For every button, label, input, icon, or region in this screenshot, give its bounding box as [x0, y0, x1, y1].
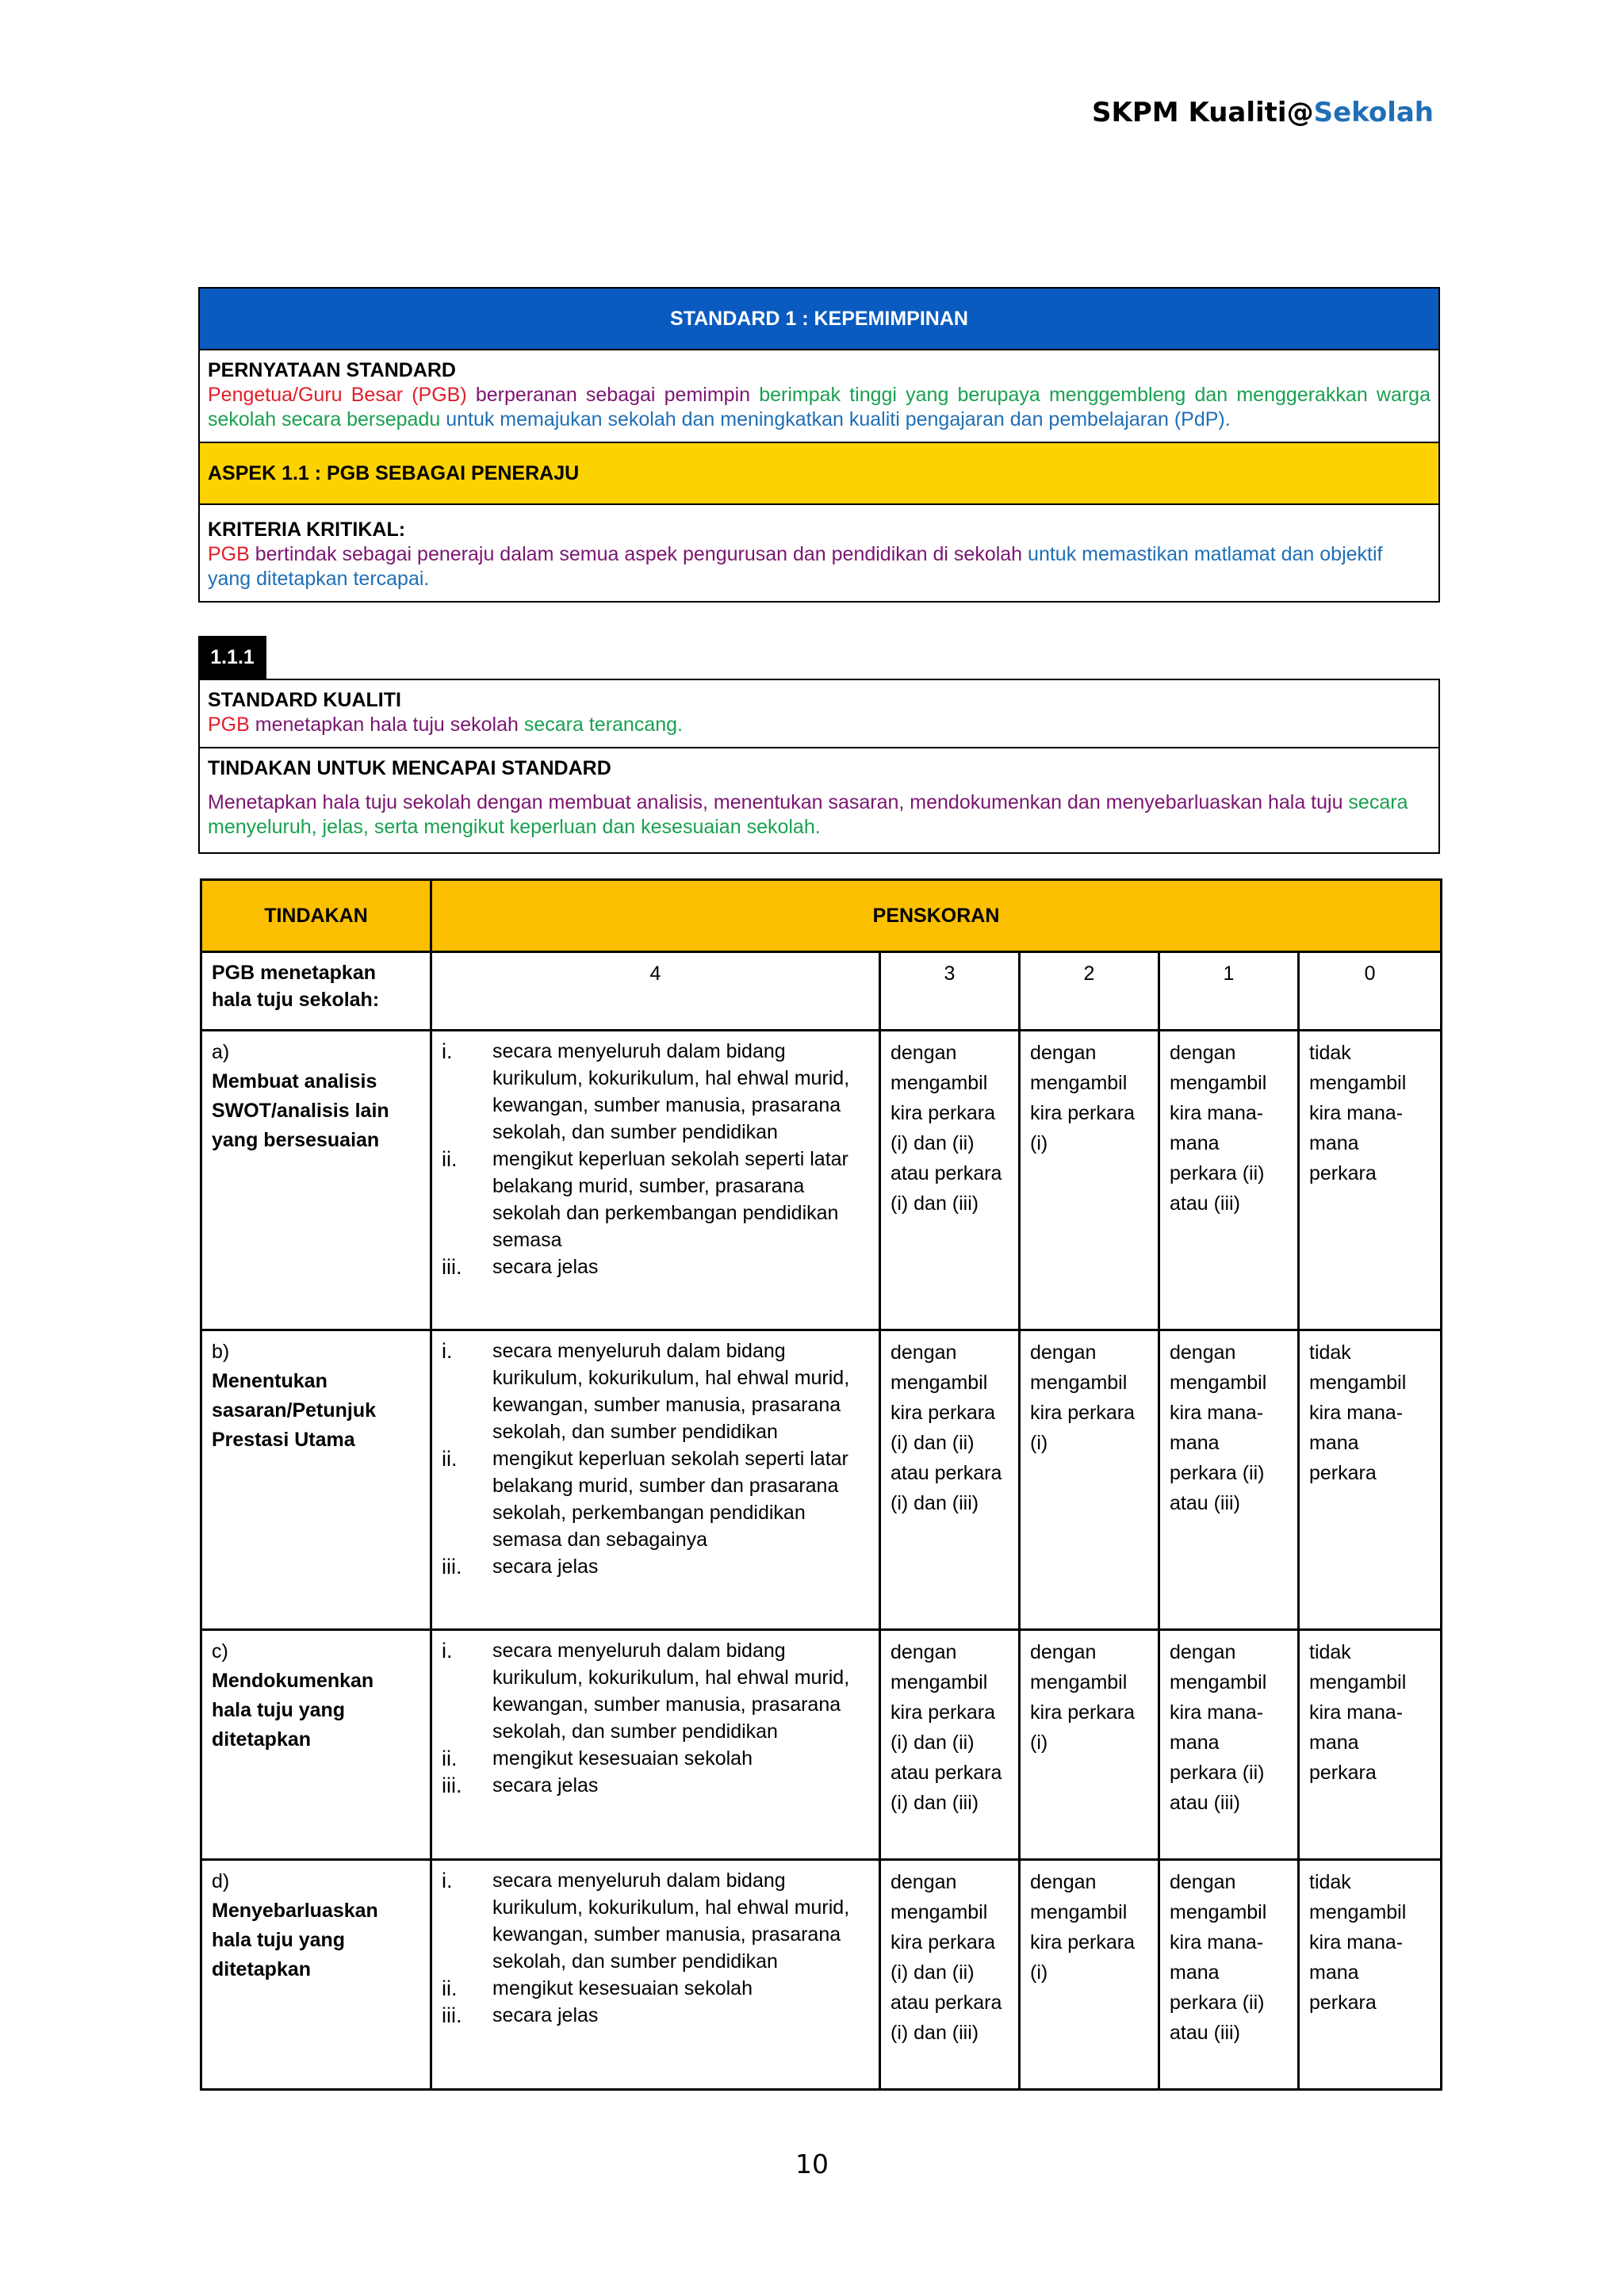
pernyataan-heading: PERNYATAAN STANDARD [208, 359, 456, 381]
standard-title: STANDARD 1 : KEPEMIMPINAN [200, 289, 1438, 350]
score-3-cell: dengan mengambil kira perkara (i) dan (ii) atau perkara (i) dan (iii) [880, 1330, 1020, 1630]
action-text: Menentukan sasaran/Petunjuk Prestasi Utama [212, 1370, 377, 1451]
score-1-cell: dengan mengambil kira mana-mana perkara (ii) atau (iii) [1159, 1330, 1299, 1630]
criteria-text: secara jelas [492, 1774, 599, 1797]
criteria-text: secara menyeluruh dalam bidang kurikulum, kokurikulum, hal ehwal murid, kewangan, sumber manusia, prasarana sekolah, dan sumber pendidikan [492, 1040, 850, 1143]
standard-box [198, 287, 1440, 603]
action-text: Mendokumenkan hala tuju yang ditetapkan [212, 1670, 374, 1751]
tm-seg2: secara menyeluruh, jelas, serta mengikut keperluan dan kesesuaian sekolah. [208, 791, 1408, 838]
pernyataan-seg3: berimpak tinggi yang berupaya menggembleng dan menggerakkan warga sekolah secara bersepadu [208, 384, 1431, 430]
table-row [201, 1031, 1442, 1330]
score-0-cell: tidak mengambil kira mana-mana perkara [1299, 1860, 1442, 2090]
criteria-num: iii. [442, 2003, 462, 2027]
action-letter: d) [212, 1870, 230, 1892]
brand-text-1: SKPM Kualiti@ [1092, 97, 1314, 128]
kriteria-section [200, 505, 1438, 601]
pernyataan-seg2: berperanan sebagai pemimpin [466, 384, 760, 406]
kriteria-heading: KRITERIA KRITIKAL: [208, 519, 406, 541]
criteria-text: secara menyeluruh dalam bidang kurikulum, kokurikulum, hal ehwal murid, kewangan, sumber manusia, prasarana sekolah, dan sumber pendidikan [492, 1340, 850, 1443]
action-cell [201, 1031, 431, 1330]
tindakan-mencapai-text [208, 790, 1431, 840]
criteria-num: i. [442, 1039, 453, 1063]
score-0-cell: tidak mengambil kira mana-mana perkara [1299, 1330, 1442, 1630]
page-number: 10 [795, 2149, 829, 2179]
kriteria-seg2: bertindak sebagai peneraju dalam semua aspek pengurusan dan pendidikan di sekolah [249, 543, 1023, 565]
criteria-num: i. [442, 1869, 453, 1892]
score-1-cell: dengan mengambil kira mana-mana perkara (ii) atau (iii) [1159, 1860, 1299, 2090]
criteria-text: mengikut keperluan sekolah seperti latar belakang murid, sumber, prasarana sekolah dan perkembangan pendidikan semasa [492, 1148, 848, 1251]
sk-seg2: menetapkan hala tuju sekolah [249, 714, 519, 736]
action-text: Menyebarluaskan hala tuju yang ditetapkan [212, 1900, 378, 1980]
criteria-text: mengikut keperluan sekolah seperti latar belakang murid, sumber dan prasarana sekolah, perkembangan pendidikan semasa dan sebagainya [492, 1448, 848, 1551]
score-3: 3 [880, 952, 1020, 1031]
criteria-num: i. [442, 1639, 453, 1663]
criteria-num: ii. [442, 1976, 458, 2000]
kriteria-seg1: PGB [208, 543, 250, 565]
sk-seg3: secara terancang. [518, 714, 683, 736]
criteria-num: iii. [442, 1255, 462, 1279]
criteria-text: secara jelas [492, 2004, 599, 2026]
col-header-tindakan: TINDAKAN [201, 880, 431, 952]
action-letter: b) [212, 1341, 230, 1363]
score-1-cell: dengan mengambil kira mana-mana perkara (ii) atau (iii) [1159, 1630, 1299, 1860]
number-tab: 1.1.1 [198, 636, 266, 679]
kriteria-text [208, 542, 1431, 591]
criteria-text: mengikut kesesuaian sekolah [492, 1747, 753, 1770]
pernyataan-seg1: Pengetua/Guru Besar (PGB) [208, 384, 467, 406]
pernyataan-section [200, 350, 1438, 443]
action-letter: c) [212, 1640, 228, 1663]
criteria-cell [431, 1860, 880, 2090]
criteria-cell [431, 1330, 880, 1630]
table-row [201, 1860, 1442, 2090]
criteria-num: i. [442, 1339, 453, 1363]
criteria-cell [431, 1031, 880, 1330]
score-2-cell: dengan mengambil kira perkara (i) [1020, 1630, 1159, 1860]
standard-kualiti-text [208, 713, 1431, 737]
criteria-num: ii. [442, 1447, 458, 1471]
sk-seg1: PGB [208, 714, 250, 736]
criteria-text: secara menyeluruh dalam bidang kurikulum, kokurikulum, hal ehwal murid, kewangan, sumber manusia, prasarana sekolah, dan sumber pendidikan [492, 1869, 850, 1973]
score-2: 2 [1020, 952, 1159, 1031]
standard-kualiti-section [200, 680, 1438, 748]
standard-kualiti-box [198, 679, 1440, 854]
score-0-cell: tidak mengambil kira mana-mana perkara [1299, 1630, 1442, 1860]
standard-kualiti-heading: STANDARD KUALITI [208, 689, 401, 711]
score-4: 4 [431, 952, 880, 1031]
pernyataan-seg4: untuk memajukan sekolah dan meningkatkan kualiti pengajaran dan pembelajaran (PdP). [440, 408, 1231, 430]
criteria-text: mengikut kesesuaian sekolah [492, 1977, 753, 1999]
aspek-title: ASPEK 1.1 : PGB SEBAGAI PENERAJU [200, 443, 1438, 505]
kriteria-seg3: untuk memastikan matlamat dan objektif yang ditetapkan tercapai. [208, 543, 1383, 590]
pernyataan-text [208, 383, 1431, 432]
criteria-num: iii. [442, 1555, 462, 1578]
score-number-row [201, 952, 1442, 1031]
table-row [201, 1330, 1442, 1630]
tindakan-mencapai-heading: TINDAKAN UNTUK MENCAPAI STANDARD [208, 757, 611, 779]
action-cell [201, 1630, 431, 1860]
criteria-text: secara jelas [492, 1556, 599, 1578]
tindakan-mencapai-section [200, 748, 1438, 852]
score-1: 1 [1159, 952, 1299, 1031]
criteria-cell [431, 1630, 880, 1860]
score-2-cell: dengan mengambil kira perkara (i) [1020, 1031, 1159, 1330]
score-2-cell: dengan mengambil kira perkara (i) [1020, 1860, 1159, 2090]
header-brand [1092, 97, 1434, 128]
action-letter: a) [212, 1041, 230, 1063]
col-header-penskoran: PENSKORAN [431, 880, 1442, 952]
score-2-cell: dengan mengambil kira perkara (i) [1020, 1330, 1159, 1630]
criteria-text: secara menyeluruh dalam bidang kurikulum, kokurikulum, hal ehwal murid, kewangan, sumber manusia, prasarana sekolah, dan sumber pendidikan [492, 1640, 850, 1743]
action-cell [201, 1330, 431, 1630]
criteria-num: ii. [442, 1147, 458, 1171]
criteria-num: iii. [442, 1774, 462, 1797]
brand-text-2: Sekolah [1313, 97, 1434, 128]
score-1-cell: dengan mengambil kira mana-mana perkara (ii) atau (iii) [1159, 1031, 1299, 1330]
criteria-text: secara jelas [492, 1256, 599, 1278]
score-0: 0 [1299, 952, 1442, 1031]
score-3-cell: dengan mengambil kira perkara (i) dan (ii) atau perkara (i) dan (iii) [880, 1860, 1020, 2090]
score-0-cell: tidak mengambil kira mana-mana perkara [1299, 1031, 1442, 1330]
tm-seg1: Menetapkan hala tuju sekolah dengan membuat analisis, menentukan sasaran, mendokumenkan dan menyebarluaskan hala tuju [208, 791, 1343, 813]
scoring-table [200, 878, 1442, 2091]
row-label: PGB menetapkan hala tuju sekolah: [201, 952, 431, 1031]
criteria-num: ii. [442, 1747, 458, 1770]
score-3-cell: dengan mengambil kira perkara (i) dan (ii) atau perkara (i) dan (iii) [880, 1630, 1020, 1860]
action-text: Membuat analisis SWOT/analisis lain yang bersesuaian [212, 1070, 389, 1151]
score-3-cell: dengan mengambil kira perkara (i) dan (ii) atau perkara (i) dan (iii) [880, 1031, 1020, 1330]
action-cell [201, 1860, 431, 2090]
table-row [201, 1630, 1442, 1860]
